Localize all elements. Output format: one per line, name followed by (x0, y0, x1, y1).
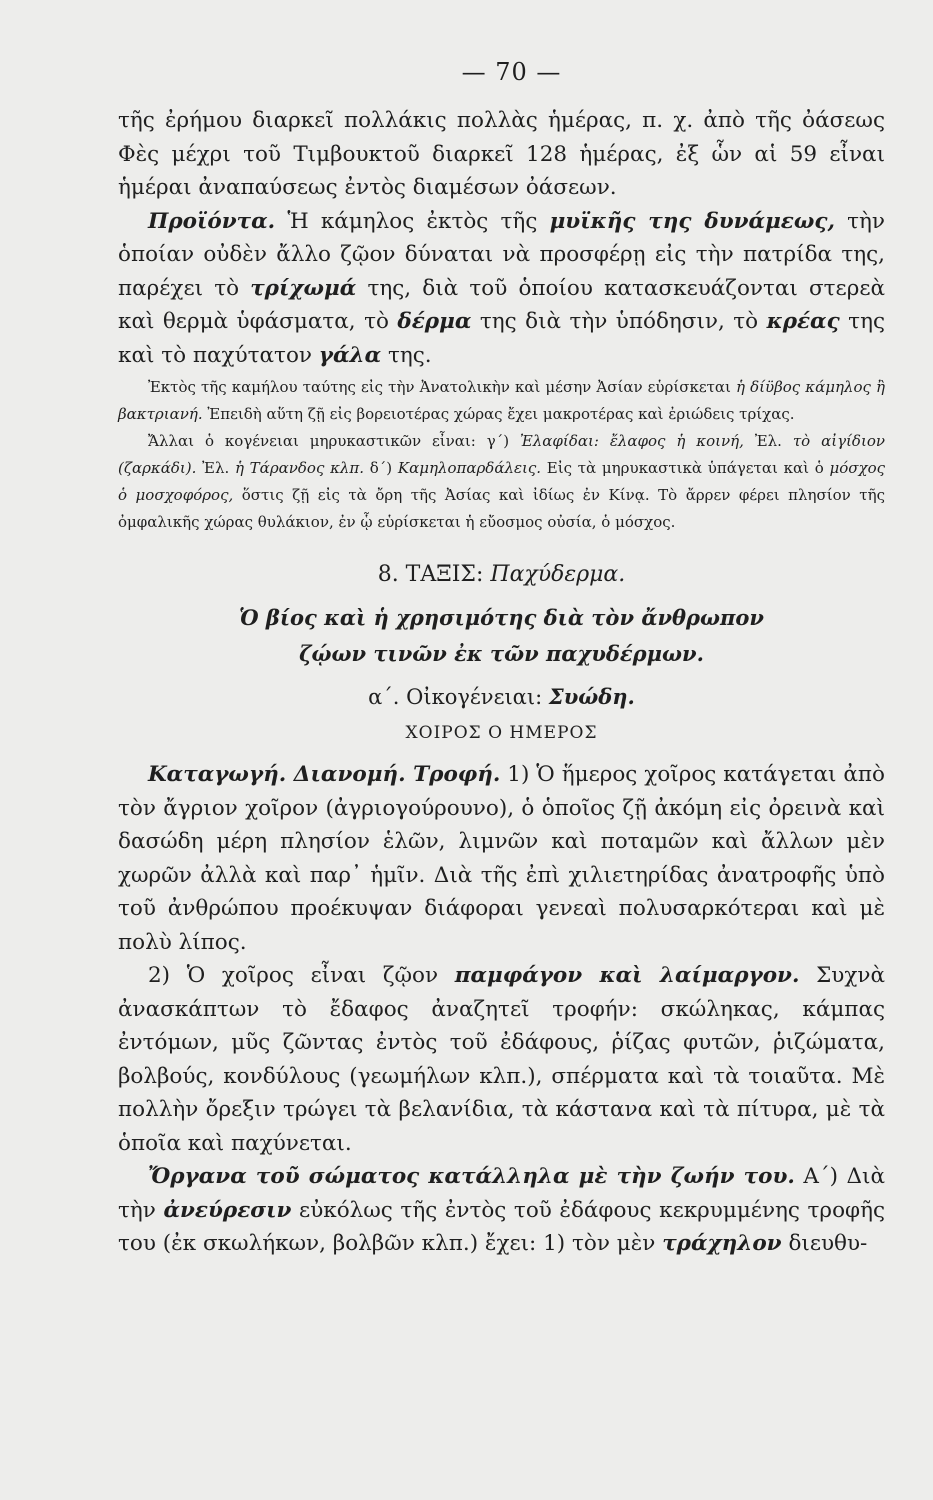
paragraph-heading: Ὄργανα τοῦ σώματος κατάλληλα μὲ τὴν ζωήν του. (148, 1164, 795, 1189)
emphasis: δέρμα (397, 309, 472, 334)
subtitle-line: Ὁ βίος καὶ ἡ χρησιμότης διὰ τὸν ἄνθρωπον (239, 605, 764, 630)
paragraph-diet (118, 959, 885, 1160)
text-run: διευθυ- (781, 1231, 868, 1256)
emphasis: μυϊκῆς της δυνάμεως, (549, 208, 835, 234)
note-ruminant-families (118, 428, 885, 536)
text-run: τὴν ὁποίαν οὐδὲν ἄλλο ζῷον δύναται νὰ προσφέρῃ εἰς τὴν πατρίδα της, παρέχει τὸ (118, 208, 885, 301)
text-run: της διὰ τὴν ὑπόδησιν, τὸ (471, 309, 767, 334)
text-run: Ἐλ. (743, 432, 793, 450)
paragraph-heading: Καταγωγή. Διανομή. Τροφή. (148, 762, 501, 787)
page-number: — 70 — (461, 58, 562, 86)
section-subtitle (118, 600, 885, 672)
emphasis: τρίχωμά (250, 275, 357, 301)
emphasis: γάλα (318, 342, 382, 368)
italic-term: ἡ Τάρανδος κλπ. (234, 459, 365, 477)
text-run: Ἐλ. (196, 459, 235, 477)
small-print-notes (118, 374, 885, 536)
emphasis: ἀνεύρεσιν (163, 1197, 292, 1223)
emphasis: κρέας (766, 309, 840, 334)
text-run: της. (381, 342, 432, 368)
family-heading (118, 680, 885, 714)
italic-term: Καμηλοπαρδάλεις. (397, 459, 542, 477)
family-name: Συώδη. (548, 684, 635, 709)
text-run: Α΄) Διὰ τὴν (118, 1164, 885, 1223)
text-run: της, διὰ τοῦ ὁποίου κατασκευάζονται στερεὰ καὶ θερμὰ ὑφάσματα, τὸ (118, 275, 885, 334)
text-run: Συχνὰ ἀνασκάπτων τὸ ἔδαφος ἀναζητεῖ τροφήν: σκώληκας, κάμπας ἐντόμων, μῦς ζῶντας ἐντὸς τοῦ ἐδάφους, ῥίζας φυτῶν, ῥιζώματα, βολβούς, κονδύλους (γεωμήλων κλπ.), σπέρματα καὶ τὰ τοιαῦτα. Μὲ πολλὴν ὄρεξιν τρώγει τὰ βελανίδια, τὰ κάστανα καὶ τὰ πίτυρα, μὲ τὰ ὁποῖα καὶ παχύνεται. (118, 963, 885, 1156)
emphasis: παμφάγον καὶ λαίμαργον. (454, 963, 800, 988)
note-bactrian-camel (118, 374, 885, 428)
paragraph-heading: Προϊόντα. (148, 208, 276, 234)
text-run: εὐκόλως τῆς ἐντὸς τοῦ ἐδάφους κεκρυμμένης τροφῆς του (ἐκ σκωλήκων, βολβῶν κλπ.) ἔχει: 1) τὸν μὲν (118, 1197, 885, 1256)
italic-term: τὸ αἰγίδιον (ζαρκάδι). (118, 432, 885, 477)
family-prefix: α΄. Οἰκογένειαι: (368, 685, 549, 709)
subtitle-line: ζῴων τινῶν ἐκ τῶν παχυδέρμων. (299, 641, 704, 666)
italic-term: Ἐλαφίδαι: ἔλαφος ἡ κοινή, (520, 432, 744, 450)
text-run: Ἐπειδὴ αὕτη ζῇ εἰς βορειοτέρας χώρας ἔχει μακροτέρας καὶ ἐριώδεις τρίχας. (202, 405, 795, 423)
text-run: Ἡ κάμηλος ἐκτὸς τῆς (275, 208, 550, 234)
text-run: 2) Ὁ χοῖρος εἶναι ζῷον (148, 963, 455, 988)
text-run: δ΄) (364, 459, 398, 477)
text-run: 1) Ὁ ἥμερος χοῖρος κατάγεται ἀπὸ τὸν ἄγριον χοῖρον (ἀγριογούρουνο), ὁ ὁποῖος ζῇ ἀκόμη εἰς ὀρεινὰ καὶ δασώδη μέρη πλησίον ἑλῶν, λιμνῶν καὶ ποταμῶν καὶ ἄλλων μὲν χωρῶν ἀλλὰ καὶ παρ᾽ ἡμῖν. Διὰ τῆς ἐπὶ χιλιετηρίδας ἀνατροφῆς ὑπὸ τοῦ ἀνθρώπου προέκυψαν διάφοραι γενεαὶ πολυσαρκότεραι καὶ μὲ πολὺ λίπος. (118, 762, 885, 955)
paragraph-text: τῆς ἐρήμου διαρκεῖ πολλάκις πολλὰς ἡμέρας, π. χ. ἀπὸ τῆς ὀάσεως Φὲς μέχρι τοῦ Τιμβουκτοῦ διαρκεῖ 128 ἡμέρας, ἐξ ὧν αἱ 59 εἶναι ἡμέραι ἀναπαύσεως ἐντὸς διαμέσων ὀάσεων. (118, 108, 885, 200)
emphasis: τράχηλον (662, 1231, 782, 1256)
section-name: Παχύδερμα. (490, 562, 626, 587)
text-run: Ἐκτὸς τῆς καμήλου ταύτης εἰς τὴν Ἀνατολικὴν καὶ μέσην Ἀσίαν εὑρίσκεται (148, 378, 737, 396)
text-run: της καὶ τὸ παχύτατον (118, 309, 885, 368)
paragraph-desert-travel (118, 104, 885, 205)
text-run: Εἰς τὰ μηρυκαστικὰ ὑπάγεται καὶ ὁ (541, 459, 830, 477)
text-run: ὅστις ζῇ εἰς τὰ ὄρη τῆς Ἀσίας καὶ ἰδίως ἐν Κίνᾳ. Τὸ ἄρρεν φέρει πλησίον τῆς ὀμφαλικῆς χώρας θυλάκιον, ἐν ᾧ εὑρίσκεται ἡ εὔοσμος οὐσία, ὁ μόσχος. (118, 486, 885, 531)
italic-term: ἡ δίϋβος κάμηλος ἢ βακτριανή. (118, 378, 885, 423)
section-title (118, 558, 885, 592)
paragraph-body-organs (118, 1160, 885, 1261)
text-run: Ἄλλαι ὁ κογένειαι μηρυκαστικῶν εἶναι: γ΄) (148, 432, 520, 450)
italic-term: μόσχος ὁ μοσχοφόρος, (118, 459, 886, 504)
paragraph-origin (118, 758, 885, 959)
section-prefix: 8. ΤΑΞΙΣ: (377, 562, 491, 587)
animal-title: ΧΟΙΡΟΣ Ο ΗΜΕΡΟΣ (405, 723, 598, 743)
paragraph-products (118, 205, 885, 373)
